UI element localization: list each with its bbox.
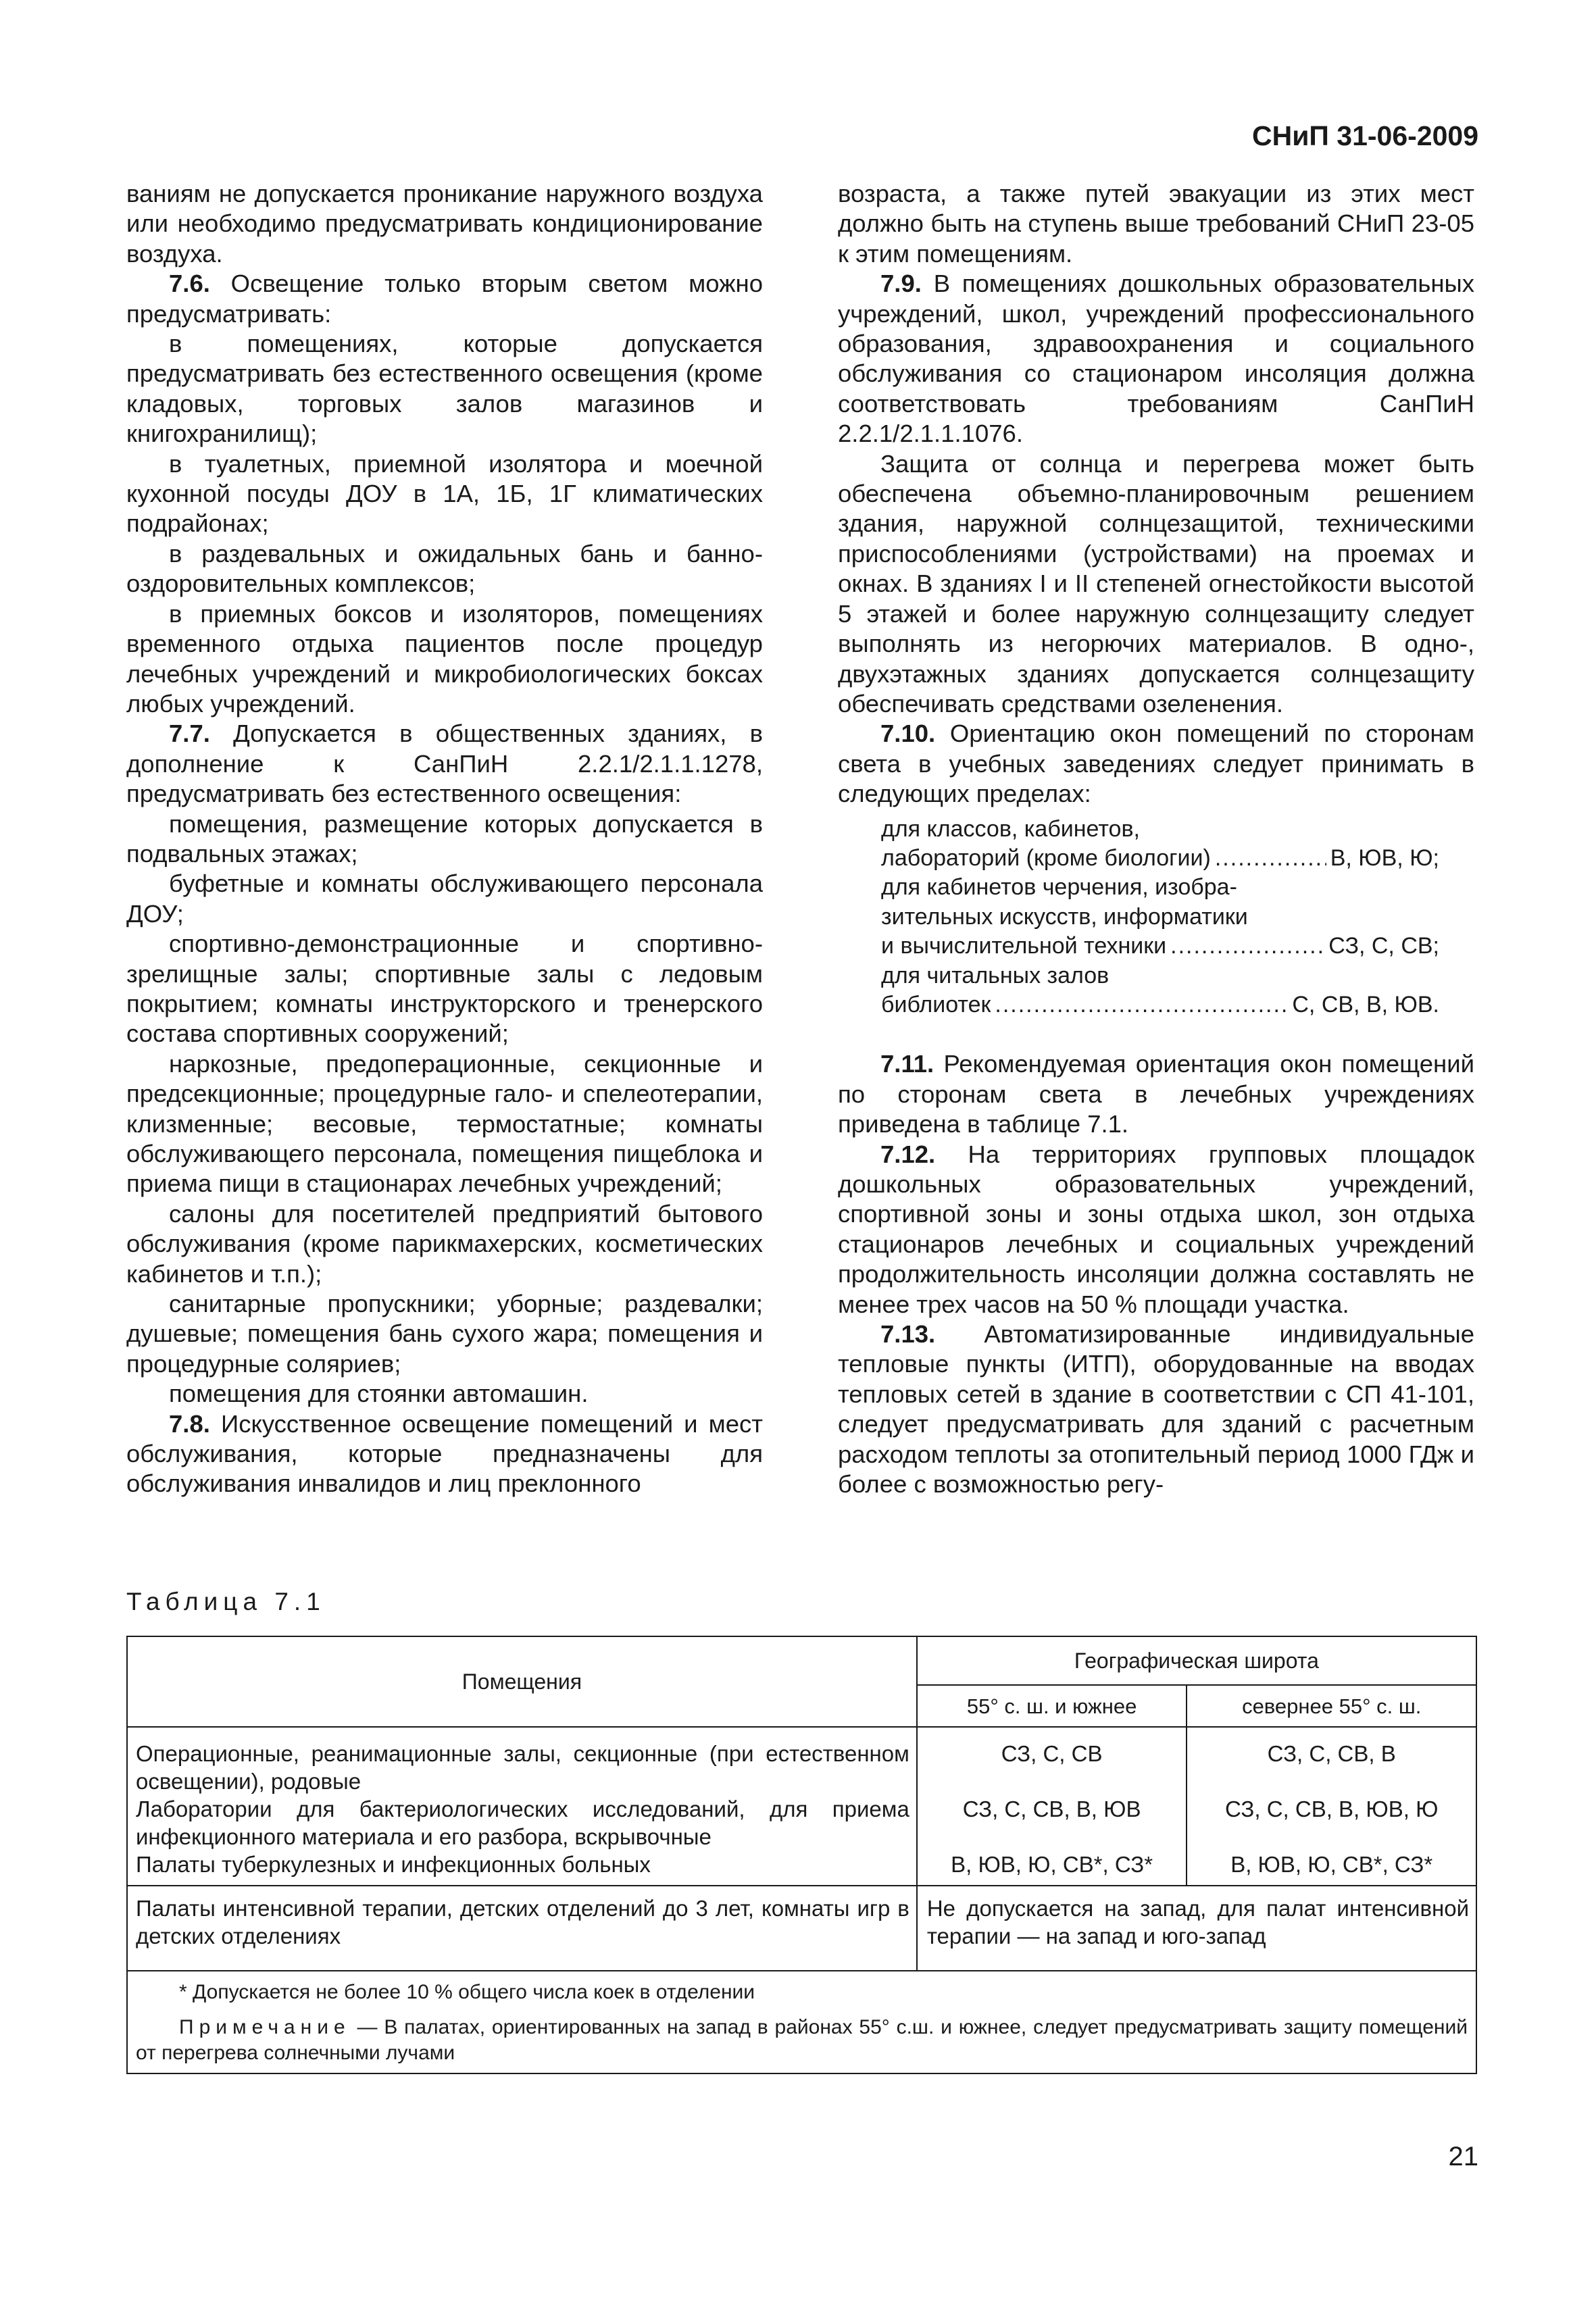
- page-number: 21: [1448, 2142, 1478, 2171]
- clause-number: 7.6.: [169, 270, 210, 298]
- paragraph: [126, 329, 763, 449]
- paragraph-text: спортивно-демонстрационные и спортивно-зрелищные залы; спортивные залы с ледовым покрытием; комнаты инструкторского и тренерского состава спортивных сооружений;: [126, 930, 763, 1048]
- table-row: [127, 1727, 1476, 1886]
- orientation-label: библиотек: [881, 991, 991, 1017]
- orientation-list-item: [881, 903, 1474, 932]
- orientation-value: В, ЮВ, Ю, СВ*, СЗ*: [951, 1852, 1153, 1877]
- paragraph-text: Автоматизированные индивидуальные тепловые пункты (ИТП), оборудованные на вводах тепловых сетей в здание в соответствии с СП 41-101, следует предусматривать для зданий с расчетным расходом теплоты за отопительный период 1000 ГДж и более с возможностью регу-: [838, 1320, 1474, 1499]
- paragraph: [126, 869, 763, 929]
- paragraph-text: санитарные пропускники; уборные; раздевалки; душевые; помещения бань сухого жара; помещения и процедурные соляриев;: [126, 1290, 763, 1378]
- note-label: Примечание: [179, 2016, 351, 2038]
- left-column: [126, 179, 763, 1499]
- paragraph: [126, 1379, 763, 1409]
- table-row: [127, 1886, 1476, 1971]
- paragraph-text: Освещение только вторым светом можно предусматривать:: [126, 270, 763, 328]
- paragraph: [126, 179, 763, 269]
- clause-paragraph: [838, 1049, 1474, 1139]
- dot-leader: [995, 990, 1288, 1020]
- orientation-value: СЗ, С, СВ, В: [1267, 1741, 1396, 1766]
- orientation-list-item: [881, 990, 1474, 1020]
- room-name: Палаты интенсивной терапии, детских отделений до 3 лет, комнаты игр в детских отделениях: [127, 1886, 917, 1971]
- paragraph: [126, 1289, 763, 1379]
- orientation-list-item: [881, 873, 1474, 902]
- paragraph-text: Защита от солнца и перегрева может быть обеспечена объемно-планировочным решением здания, наружной солнцезащитой, техническими приспособлениями (устройствами) на проемах и окнах. В зданиях I и II степеней огнестойкости высотой 5 этажей и более наружную солнцезащиту следует выполнять из негорючих материалов. В одно-, двухэтажных зданиях допускается солнцезащиту обеспечивать средствами озеленения.: [838, 449, 1474, 718]
- clause-number: 7.11.: [880, 1050, 934, 1078]
- clause-paragraph: [838, 1319, 1474, 1499]
- clause-paragraph: [126, 1409, 763, 1499]
- clause-paragraph: [126, 269, 763, 329]
- paragraph: [126, 809, 763, 870]
- clause-paragraph: [126, 719, 763, 809]
- paragraph-text: помещения, размещение которых допускается в подвальных этажах;: [126, 809, 763, 867]
- orientation-label: для кабинетов черчения, изобра-: [881, 874, 1237, 901]
- clause-paragraph: [838, 269, 1474, 449]
- paragraph-text: Рекомендуемая ориентация окон помещений по сторонам света в лечебных учреждениях приведена в таблице 7.1.: [838, 1050, 1474, 1138]
- paragraph-text: На территориях групповых площадок дошкольных образовательных учреждений, спортивной зоны и зоны отдыха школ, зон отдыха стационаров лечебных и социальных учреждений продолжительность инсоляции должна составлять не менее трех часов на 50 % площади участка.: [838, 1140, 1474, 1318]
- paragraph: [126, 449, 763, 539]
- orientation-directions: СЗ, С, СВ;: [1328, 933, 1439, 959]
- clause-number: 7.8.: [169, 1409, 210, 1438]
- paragraph-text: возраста, а также путей эвакуации из этих мест должно быть на ступень выше требований СНиП 23-05 к этим помещениям.: [838, 180, 1474, 268]
- orientation-list-item: [881, 961, 1474, 990]
- clause-paragraph: [838, 1140, 1474, 1319]
- paragraph-text: в приемных боксов и изоляторов, помещениях временного отдыха пациентов после процедур лечебных учреждений и микробиологических боксах любых учреждений.: [126, 599, 763, 718]
- header-rooms: Помещения: [127, 1636, 917, 1727]
- orientation-list: [881, 815, 1474, 1020]
- orientation-value: Не допускается на запад, для палат интенсивной терапии — на запад и юго-запад: [917, 1886, 1476, 1971]
- right-column: [838, 179, 1474, 1499]
- right-column-bottom: [838, 1049, 1474, 1499]
- paragraph: [126, 1049, 763, 1199]
- clause-number: 7.9.: [880, 270, 922, 298]
- south-values-cell: [917, 1727, 1187, 1886]
- orientation-table: [126, 1636, 1477, 2074]
- right-column-top: [838, 179, 1474, 809]
- orientation-value: СЗ, С, СВ, В, ЮВ, Ю: [1224, 1796, 1439, 1821]
- paragraph-text: Искусственное освещение помещений и мест обслуживания, которые предназначены для обслуживания инвалидов и лиц преклонного: [126, 1409, 763, 1498]
- paragraph-text: салоны для посетителей предприятий бытового обслуживания (кроме парикмахерских, косметических кабинетов и т.п.);: [126, 1199, 763, 1288]
- table-notes-row: [127, 1971, 1476, 2073]
- dot-leader: [1215, 844, 1326, 873]
- clause-number: 7.12.: [880, 1140, 936, 1168]
- paragraph: [126, 539, 763, 599]
- paragraph-text: в помещениях, которые допускается предусматривать без естественного освещения (кроме кладовых, торговых залов магазинов и книгохранилищ);: [126, 330, 763, 448]
- header-north-55: севернее 55° с. ш.: [1187, 1685, 1476, 1727]
- north-values-cell: [1187, 1727, 1476, 1886]
- table-caption: Таблица 7.1: [126, 1588, 326, 1615]
- clause-number: 7.13.: [880, 1320, 936, 1349]
- orientation-value: СЗ, С, СВ: [1001, 1741, 1103, 1766]
- paragraph-text: Ориентацию окон помещений по сторонам света в учебных заведениях следует принимать в следующих пределах:: [838, 720, 1474, 808]
- paragraph: [126, 599, 763, 720]
- paragraph-text: в раздевальных и ожидальных бань и банно-оздоровительных комплексов;: [126, 539, 763, 598]
- room-name: Операционные, реанимационные залы, секционные (при естественном освещении), родовые: [136, 1741, 909, 1794]
- orientation-label: для классов, кабинетов,: [881, 815, 1140, 842]
- paragraph-text: буфетные и комнаты обслуживающего персонала ДОУ;: [126, 870, 763, 928]
- paragraph: [838, 179, 1474, 269]
- header-south-55: 55° с. ш. и южнее: [917, 1685, 1187, 1727]
- orientation-directions: В, ЮВ, Ю;: [1330, 845, 1439, 871]
- orientation-label: лабораторий (кроме биологии): [881, 845, 1211, 871]
- paragraph: [126, 1199, 763, 1289]
- dot-leader: [1170, 932, 1324, 961]
- orientation-list-item: [881, 815, 1474, 844]
- note: [136, 2015, 1468, 2066]
- paragraph-text: ваниям не допускается проникание наружного воздуха или необходимо предусматривать кондиционирование воздуха.: [126, 180, 763, 268]
- paragraph-text: в туалетных, приемной изолятора и моечной кухонной посуды ДОУ в 1А, 1Б, 1Г климатических подрайонах;: [126, 449, 763, 538]
- orientation-directions: С, СВ, В, ЮВ.: [1292, 991, 1439, 1017]
- clause-paragraph: [838, 719, 1474, 809]
- orientation-list-item: [881, 932, 1474, 961]
- room-name: Лаборатории для бактериологических исследований, для приема инфекционного материала и его разбора, вскрывочные: [136, 1796, 909, 1849]
- orientation-label: зительных искусств, информатики: [881, 903, 1248, 930]
- paragraph-text: В помещениях дошкольных образовательных учреждений, школ, учреждений профессионального образования, здравоохранения и социального обслуживания со стационаром инсоляция должна соответствовать требованиям СанПиН 2.2.1/2.1.1.1076.: [838, 270, 1474, 448]
- paragraph: [838, 449, 1474, 720]
- note-text: — В палатах, ориентированных на запад в районах 55° с.ш. и южнее, следует предусматривать защиту помещений от перегрева солнечными лучами: [136, 2016, 1468, 2064]
- footnote: * Допускается не более 10 % общего числа коек в отделении: [179, 1981, 755, 2003]
- table-notes: [127, 1971, 1476, 2073]
- orientation-label: для читальных залов: [881, 962, 1109, 988]
- clause-number: 7.10.: [880, 720, 936, 748]
- orientation-list-item: [881, 844, 1474, 873]
- orientation-label: и вычислительной техники: [881, 933, 1167, 959]
- document-code: СНиП 31-06-2009: [1251, 120, 1478, 151]
- paragraph-text: помещения для стоянки автомашин.: [169, 1380, 589, 1408]
- paragraph: [126, 929, 763, 1049]
- clause-number: 7.7.: [169, 720, 210, 748]
- rooms-cell: [127, 1727, 917, 1886]
- orientation-value: СЗ, С, СВ, В, ЮВ: [962, 1796, 1141, 1821]
- room-name: Палаты туберкулезных и инфекционных больных: [136, 1852, 651, 1877]
- header-latitude: Географическая широта: [917, 1636, 1476, 1685]
- paragraph-text: наркозные, предоперационные, секционные и предсекционные; процедурные гало- и спелеотерапии, клизменные; весовые, термостатные; комнаты обслуживающего персонала, помещения пищеблока и приема пищи в стационарах лечебных учреждений;: [126, 1049, 763, 1198]
- paragraph-text: Допускается в общественных зданиях, в дополнение к СанПиН 2.2.1/2.1.1.1278, предусматривать без естественного освещения:: [126, 720, 763, 808]
- orientation-value: В, ЮВ, Ю, СВ*, СЗ*: [1230, 1852, 1433, 1877]
